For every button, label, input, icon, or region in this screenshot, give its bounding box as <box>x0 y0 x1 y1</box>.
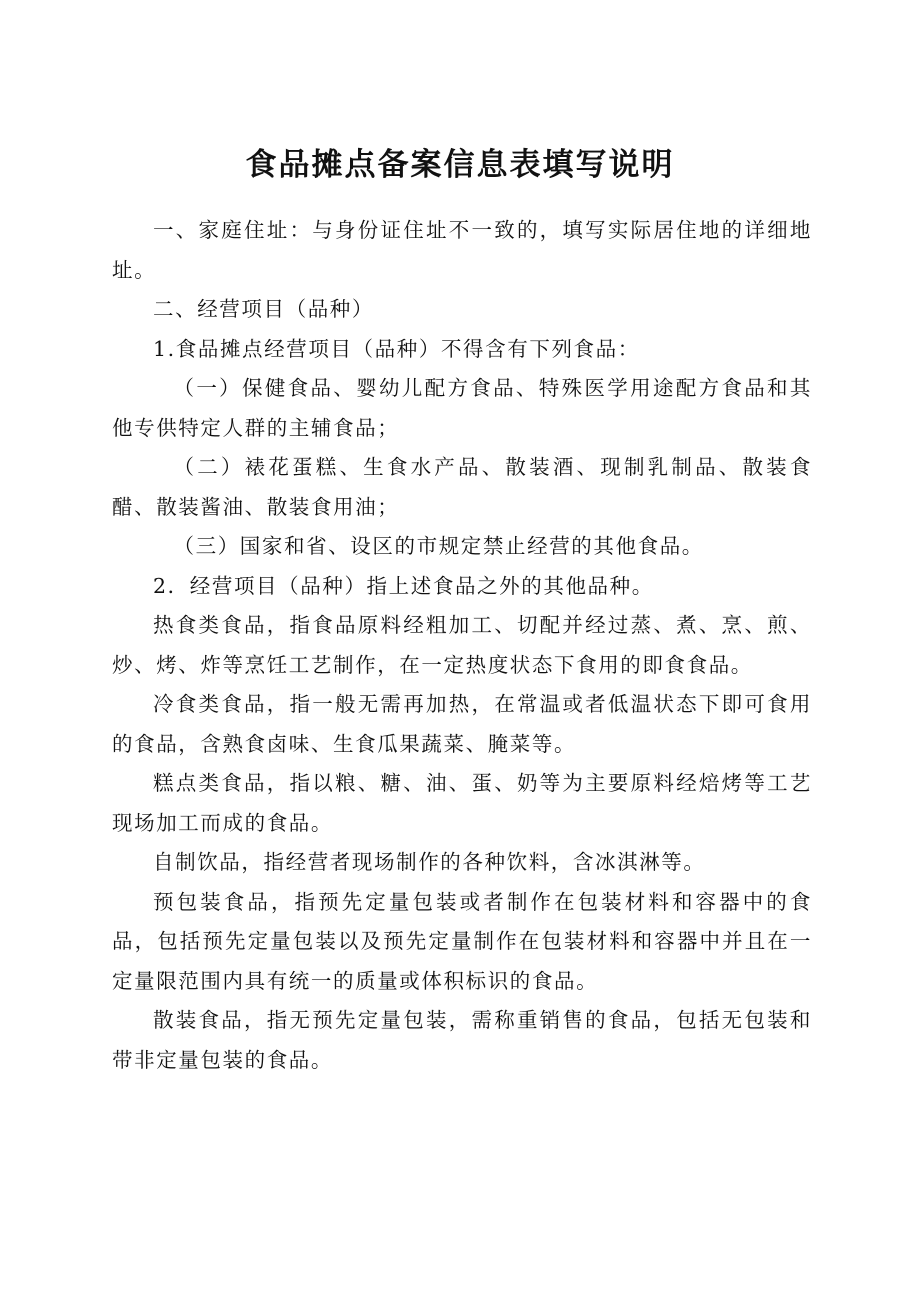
paragraph-home-address: 一、家庭住址：与身份证住址不一致的，填写实际居住地的详细地址。 <box>112 218 812 282</box>
document-title: 食品摊点备案信息表填写说明 <box>245 147 675 183</box>
paragraph-prepackaged-food: 预包装食品，指预先定量包装或者制作在包装材料和容器中的食品，包括预先定量包装以及预先定量制作在包装材料和容器中并且在一定量限范围内具有统一的质量或体积标识的食品。 <box>112 889 812 993</box>
paragraph-prohibited-item-2: （二）裱花蛋糕、生食水产品、散装酒、现制乳制品、散装食醋、散装酱油、散装食用油； <box>112 455 812 519</box>
paragraph-business-items-heading: 二、经营项目（品种） <box>153 297 374 321</box>
paragraph-prohibited-item-1: （一）保健食品、婴幼儿配方食品、特殊医学用途配方食品和其他专供特定人群的主辅食品； <box>112 376 812 440</box>
paragraph-homemade-drinks: 自制饮品，指经营者现场制作的各种饮料，含冰淇淋等。 <box>153 850 706 874</box>
paragraph-pastry: 糕点类食品，指以粮、糖、油、蛋、奶等为主要原料经焙烤等工艺现场加工而成的食品。 <box>112 771 812 835</box>
paragraph-prohibited-foods-intro: 1.食品摊点经营项目（品种）不得含有下列食品： <box>153 336 640 361</box>
paragraph-prohibited-item-3: （三）国家和省、设区的市规定禁止经营的其他食品。 <box>173 534 704 558</box>
paragraph-bulk-food: 散装食品，指无预先定量包装，需称重销售的食品，包括无包装和带非定量包装的食品。 <box>112 1008 812 1072</box>
paragraph-cold-food: 冷食类食品，指一般无需再加热，在常温或者低温状态下即可食用的食品，含熟食卤味、生食瓜果蔬菜、腌菜等。 <box>112 692 812 756</box>
paragraph-allowed-items: 2．经营项目（品种）指上述食品之外的其他品种。 <box>153 573 654 598</box>
document-body <box>112 211 812 1080</box>
paragraph-hot-food: 热食类食品，指食品原料经粗加工、切配并经过蒸、煮、烹、煎、炒、烤、炸等烹饪工艺制作，在一定热度状态下食用的即食食品。 <box>112 613 812 677</box>
